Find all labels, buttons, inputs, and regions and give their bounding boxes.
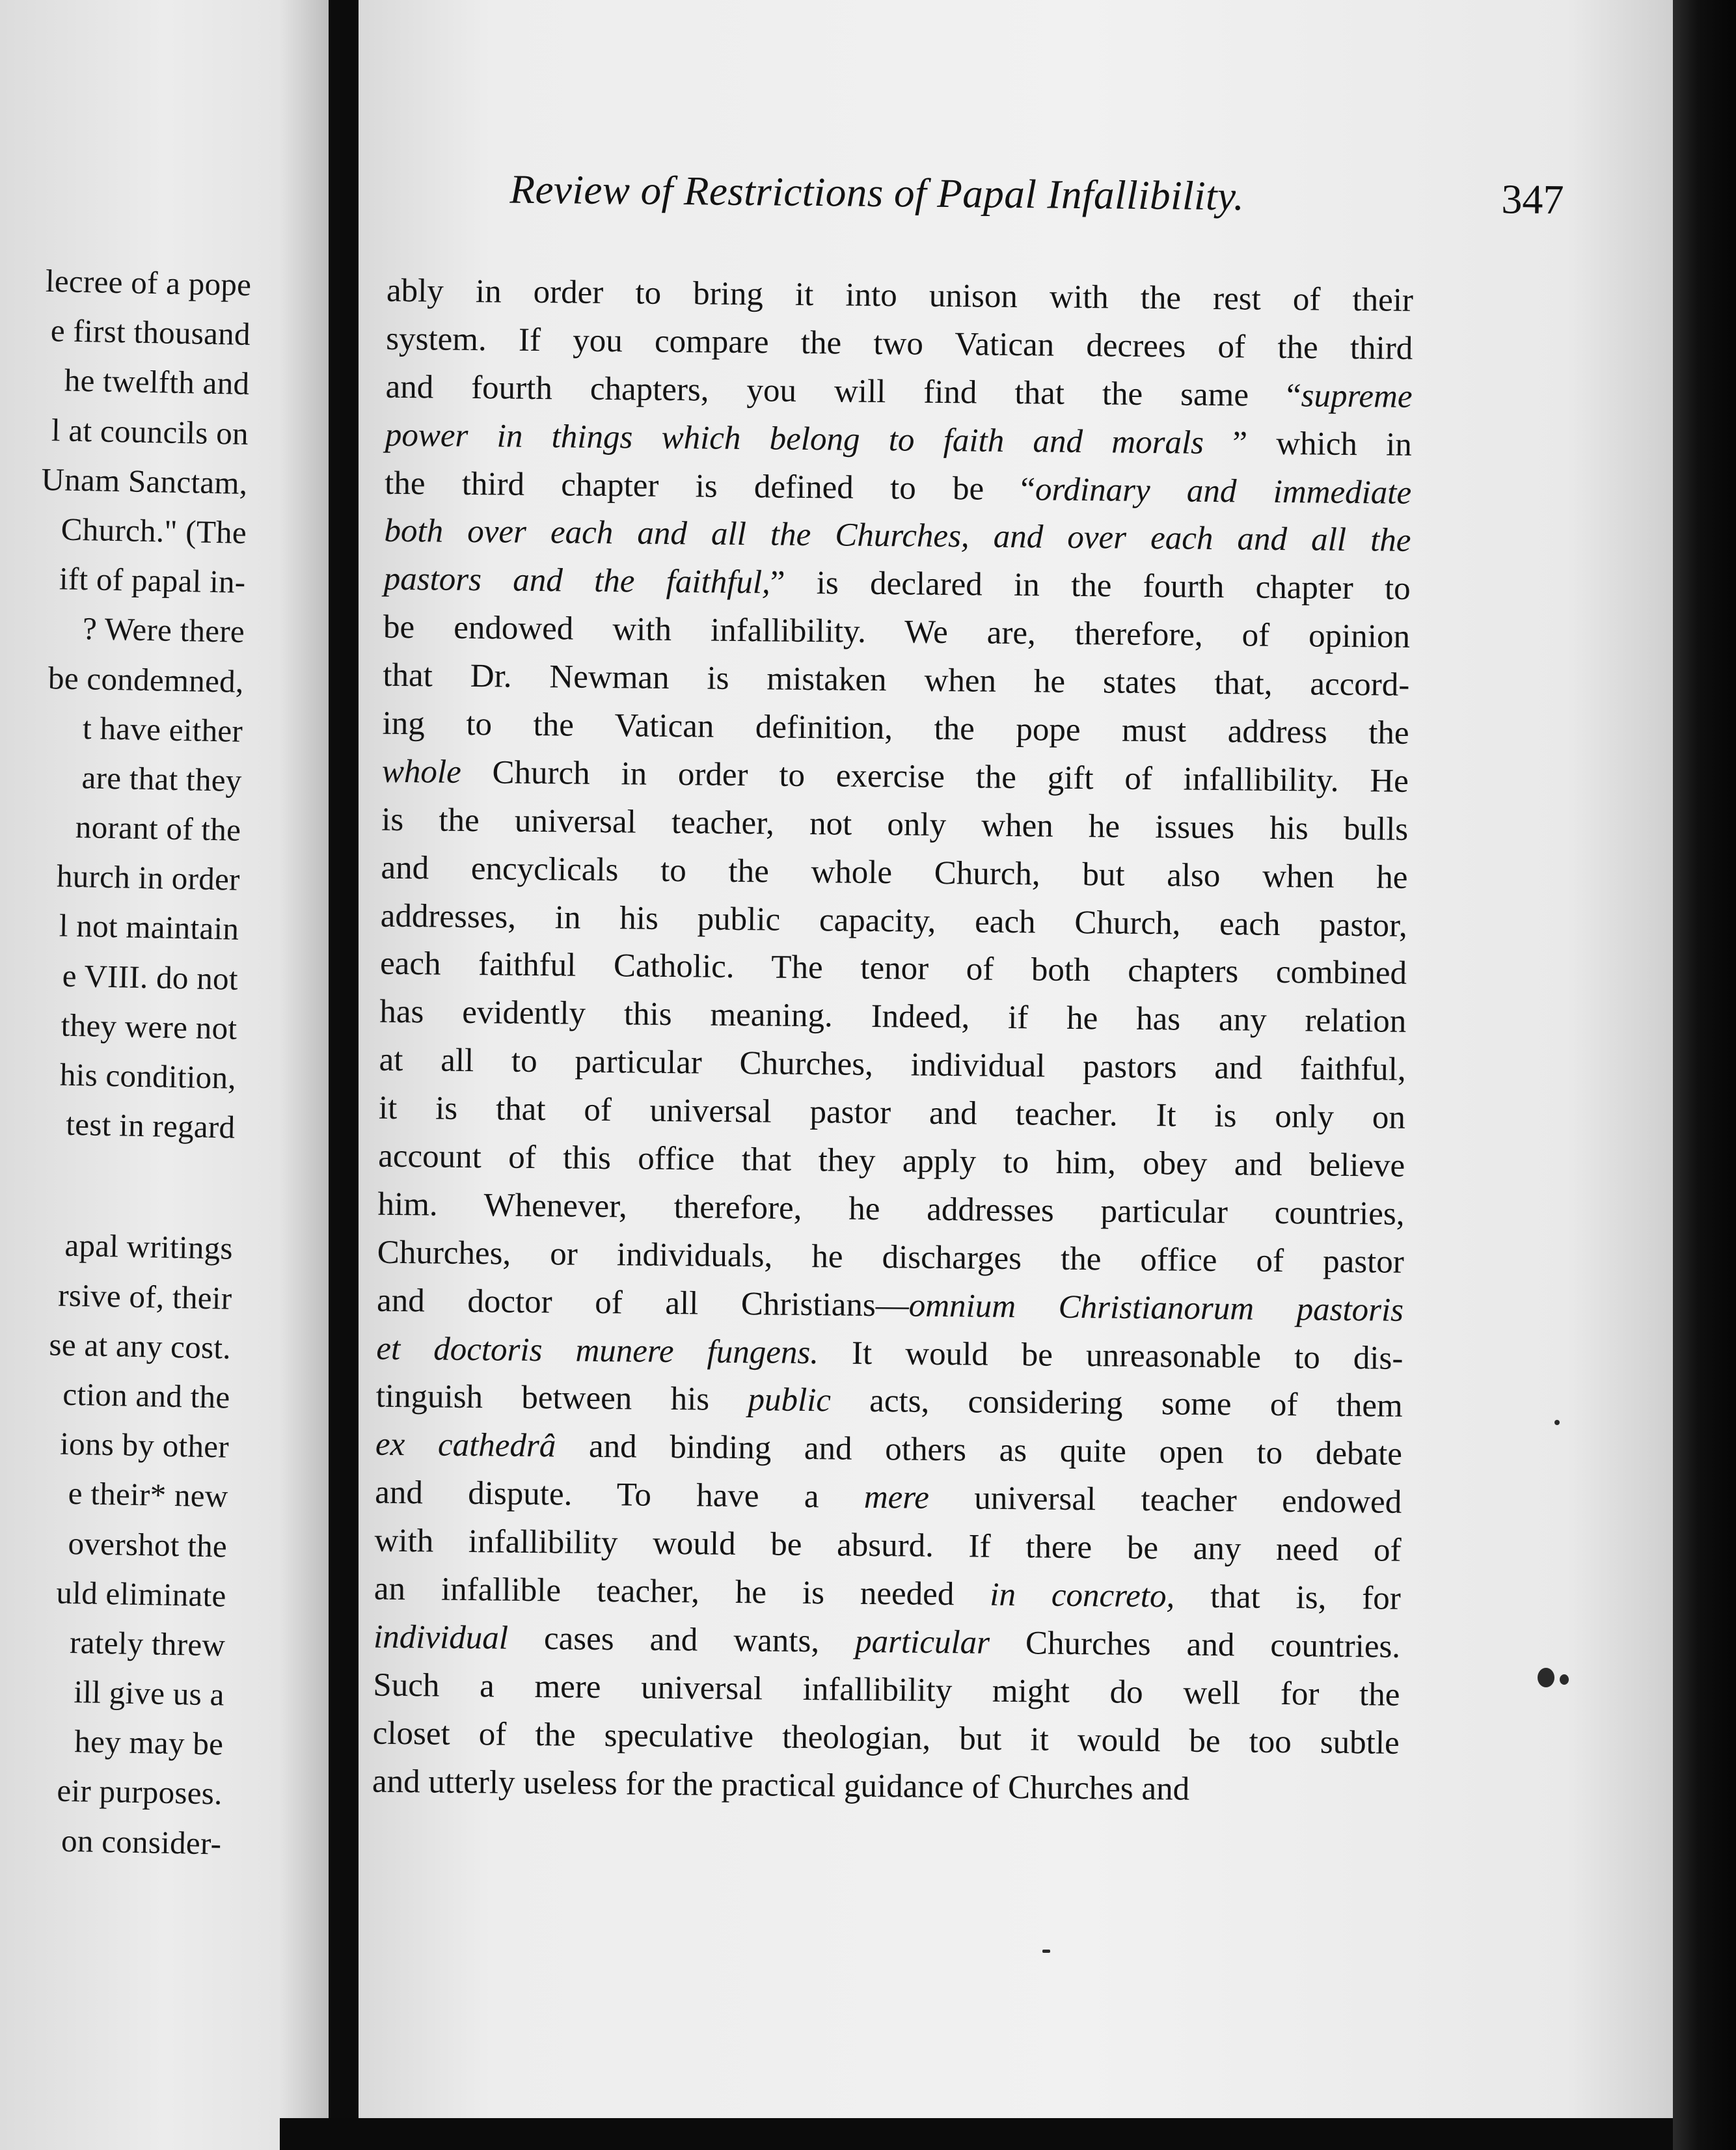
italic-text: whole	[381, 753, 462, 791]
ink-speck	[1560, 1674, 1569, 1685]
left-page-line: overshot the	[68, 1525, 228, 1564]
page-text-block	[359, 0, 1673, 2150]
italic-text: supreme	[1301, 377, 1413, 415]
roman-text: closet of the speculative theologian, but it would be too subtle	[372, 1715, 1400, 1762]
roman-text: it is that of universal pastor and teacher. It is only on	[378, 1089, 1406, 1136]
ink-speck	[1554, 1420, 1560, 1425]
italic-text: particular	[854, 1623, 990, 1661]
roman-text: and dispute. To have a	[375, 1474, 865, 1516]
roman-text: and fourth chapters, you will find that the same “	[385, 368, 1301, 415]
italic-text: mere	[863, 1479, 930, 1517]
left-page-line: t have either	[82, 709, 243, 749]
page-bottom-shadow	[280, 2118, 1673, 2150]
roman-text: at all to particular Churches, individual pastors and faithful,	[379, 1041, 1406, 1089]
roman-text: and doctor of all Christians—	[376, 1282, 910, 1324]
roman-text: Churches, or individuals, he discharges the office of pastor	[377, 1234, 1405, 1281]
left-page-line: apal writings	[64, 1227, 234, 1267]
roman-text: and encyclicals to the whole Church, but also when he	[381, 849, 1408, 896]
roman-text: Such a mere universal infallibility might do well for the	[373, 1667, 1400, 1713]
left-page-line: ction and the	[62, 1376, 230, 1415]
left-page-line: rsive of, their	[57, 1277, 232, 1316]
ink-speck	[1538, 1668, 1554, 1687]
left-page-line: e their* new	[68, 1475, 229, 1514]
left-page-line: eir purposes.	[56, 1773, 223, 1812]
left-page-line: his condition,	[59, 1056, 237, 1096]
roman-text: ing to the Vatican definition, the pope must address the	[382, 705, 1409, 752]
page-number: 347	[1501, 176, 1564, 223]
left-page-line: ill give us a	[74, 1674, 225, 1713]
roman-text: cases and wants,	[508, 1620, 856, 1660]
ink-speck	[1042, 1950, 1050, 1953]
roman-text: an infallible teacher, he is needed	[373, 1570, 990, 1613]
roman-text: and binding and others as quite open to debate	[556, 1428, 1403, 1473]
left-page-line: ift of papal in-	[59, 560, 247, 601]
italic-text: omnium Christianorum pastoris	[908, 1287, 1404, 1329]
left-page-line: ions by other	[59, 1425, 230, 1465]
roman-text: each faithful Catholic. The tenor of both chapters combined	[379, 946, 1407, 992]
running-head-title: Review of Restrictions of Papal Infallibility.	[509, 166, 1245, 219]
body-text	[372, 267, 1414, 1816]
left-page-line: Unam Sanctam,	[41, 461, 248, 501]
page-edge-shadow	[1673, 0, 1736, 2150]
left-page-line: hey may be	[74, 1723, 224, 1762]
left-page-line: l not maintain	[59, 907, 239, 947]
italic-text: ordinary and immediate	[1035, 470, 1412, 511]
paragraph-gap	[0, 1145, 235, 1224]
italic-text: et doctoris munere fungens.	[376, 1330, 819, 1371]
left-page-line: l at councils on	[51, 411, 249, 452]
left-page-line: norant of the	[75, 809, 241, 848]
left-page-line: e first thousand	[50, 312, 251, 353]
italic-text: in concreto,	[990, 1576, 1175, 1615]
italic-text: power in things which belong to faith and morals	[385, 416, 1204, 461]
italic-text: ex cathedrâ	[375, 1426, 556, 1465]
roman-text: Church in order to exercise the gift of infallibility. He	[461, 754, 1409, 800]
roman-text: and utterly useless for the practical guidance of Churches and	[372, 1763, 1190, 1808]
left-page-line: on consider-	[61, 1822, 222, 1862]
running-head	[509, 166, 1564, 241]
left-page-line: Church." (The	[61, 511, 247, 551]
left-page-line: lecree of a pope	[45, 262, 252, 303]
left-page-line: uld eliminate	[56, 1574, 227, 1614]
roman-text: with infallibility would be absurd. If there be any need of	[374, 1522, 1402, 1569]
roman-text: that Dr. Newman is mistaken when he states that, accord-	[383, 657, 1410, 704]
roman-text: the third chapter is defined to be “	[384, 465, 1036, 508]
left-page-lines	[0, 253, 252, 1868]
roman-text: be endowed with infallibility. We are, therefore, of opinion	[383, 608, 1411, 656]
left-page-line: hurch in order	[56, 858, 241, 898]
roman-text: ably in order to bring it into unison with the rest of their	[386, 272, 1414, 319]
roman-text: It would be unreasonable to dis-	[818, 1334, 1404, 1377]
left-page-line: are that they	[81, 759, 243, 798]
left-page-line: he twelfth and	[64, 362, 250, 402]
roman-text: system. If you compare the two Vatican decrees of the third	[386, 320, 1413, 367]
italic-text: both over each and all the Churches, and over each and all the	[384, 513, 1411, 560]
roman-text: him. Whenever, therefore, he addresses particular countries,	[377, 1186, 1405, 1232]
roman-text: acts, considering some of them	[830, 1382, 1403, 1425]
roman-text: account of this office that they apply to him, obey and believe	[377, 1137, 1405, 1184]
italic-text: individual	[373, 1618, 509, 1657]
left-page-line: they were not	[61, 1007, 237, 1046]
italic-text: pastors and the faithful,	[383, 561, 771, 601]
left-page-line: be condemned,	[47, 659, 245, 700]
roman-text: universal teacher endowed	[929, 1480, 1402, 1521]
roman-text: ” which in	[1203, 424, 1413, 463]
left-page-line: rately threw	[69, 1624, 226, 1663]
italic-text: public	[748, 1381, 832, 1419]
left-page-fragment	[0, 0, 329, 2150]
roman-text: that is, for	[1174, 1578, 1402, 1617]
roman-text: addresses, in his public capacity, each Church, each pastor,	[380, 897, 1408, 944]
roman-text: tinguish between his	[375, 1378, 748, 1419]
roman-text: ” is declared in the fourth chapter to	[770, 564, 1411, 608]
roman-text: Churches and countries.	[989, 1624, 1401, 1665]
roman-text: is the universal teacher, not only when he issues his bulls	[381, 801, 1409, 848]
roman-text: has evidently this meaning. Indeed, if he has any relation	[379, 994, 1407, 1041]
body-line	[372, 1758, 1400, 1816]
left-page-line: ? Were there	[82, 610, 245, 650]
left-page-line: se at any cost.	[49, 1326, 232, 1366]
left-page-line: test in regard	[65, 1106, 236, 1145]
left-page-line: e VIII. do not	[62, 957, 239, 997]
book-gutter	[329, 0, 359, 2150]
right-page	[359, 0, 1673, 2150]
